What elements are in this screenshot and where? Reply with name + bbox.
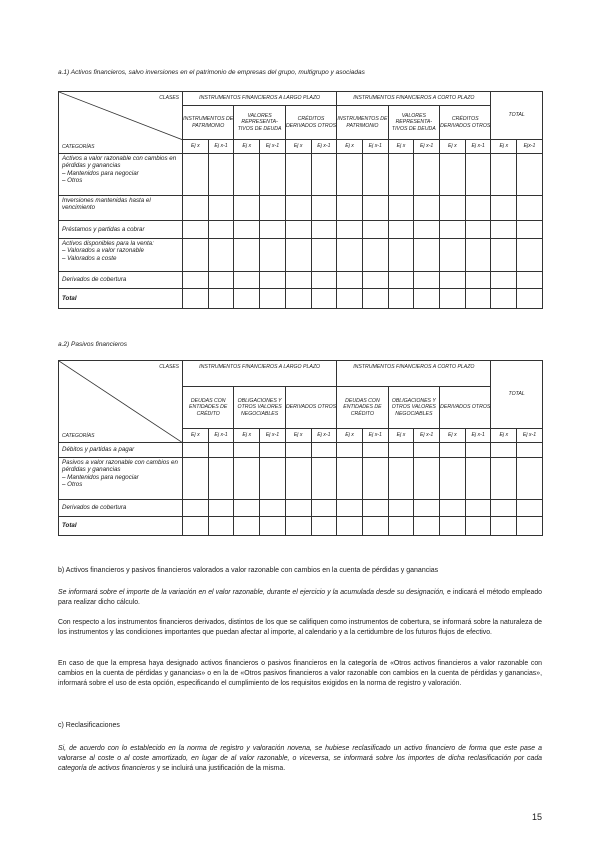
data-cell bbox=[491, 289, 517, 309]
class-header: OBLIGACIONES Y OTROS VALORES NEGOCIABLES bbox=[234, 387, 285, 429]
data-cell bbox=[491, 500, 517, 517]
data-cell bbox=[440, 443, 466, 458]
year-header: Ej x-1 bbox=[260, 140, 286, 154]
year-header: Ej x bbox=[440, 140, 466, 154]
year-header: Ej x bbox=[337, 429, 363, 443]
data-cell bbox=[183, 272, 209, 289]
data-cell bbox=[440, 517, 466, 536]
class-header: INSTRUMENTOS DE PATRIMONIO bbox=[183, 106, 234, 140]
table-row bbox=[59, 221, 543, 239]
group-total: TOTAL bbox=[491, 361, 542, 429]
data-cell bbox=[440, 272, 466, 289]
section-c-paragraph-1 bbox=[58, 744, 542, 774]
data-cell bbox=[234, 443, 260, 458]
section-b-paragraph-1 bbox=[58, 588, 542, 608]
data-cell bbox=[414, 443, 440, 458]
data-cell bbox=[465, 221, 491, 239]
data-cell bbox=[414, 272, 440, 289]
data-cell bbox=[388, 272, 414, 289]
year-header: Ej x-1 bbox=[465, 140, 491, 154]
data-cell bbox=[362, 154, 388, 196]
year-header: Ej x bbox=[440, 429, 466, 443]
data-cell bbox=[414, 154, 440, 196]
data-cell bbox=[337, 196, 363, 221]
class-header: VALORES REPRESENTA-TIVOS DE DEUDA bbox=[234, 106, 285, 140]
row-label: Activos a valor razonable con cambios en pérdidas y ganancias – Mantenidos para negociar – Otros bbox=[59, 154, 183, 196]
year-header: Ej x-1 bbox=[414, 429, 440, 443]
year-header: Ej x-1 bbox=[208, 140, 234, 154]
data-cell bbox=[414, 239, 440, 272]
data-cell bbox=[362, 272, 388, 289]
data-cell bbox=[491, 196, 517, 221]
data-cell bbox=[337, 517, 363, 536]
data-cell bbox=[362, 289, 388, 309]
data-cell bbox=[517, 221, 543, 239]
data-cell bbox=[208, 221, 234, 239]
data-cell bbox=[183, 221, 209, 239]
data-cell bbox=[388, 221, 414, 239]
class-header: DERIVADOS OTROS bbox=[285, 387, 336, 429]
data-cell bbox=[465, 500, 491, 517]
data-cell bbox=[285, 458, 311, 500]
data-cell bbox=[285, 221, 311, 239]
data-cell bbox=[337, 221, 363, 239]
data-cell bbox=[285, 289, 311, 309]
year-header: Ej x bbox=[285, 429, 311, 443]
data-cell bbox=[311, 289, 337, 309]
row-label: Activos disponibles para la venta: – Valorados a valor razonable – Valorados a coste bbox=[59, 239, 183, 272]
row-label-total: Total bbox=[59, 289, 183, 309]
data-cell bbox=[517, 458, 543, 500]
data-cell bbox=[234, 239, 260, 272]
year-header: Ej x-1 bbox=[362, 140, 388, 154]
data-cell bbox=[337, 239, 363, 272]
data-cell bbox=[337, 272, 363, 289]
data-cell bbox=[260, 458, 286, 500]
row-label: Derivados de cobertura bbox=[59, 500, 183, 517]
year-header: Ejx-1 bbox=[517, 140, 543, 154]
data-cell bbox=[311, 239, 337, 272]
data-cell bbox=[208, 443, 234, 458]
data-cell bbox=[183, 196, 209, 221]
data-cell bbox=[440, 154, 466, 196]
data-cell bbox=[517, 239, 543, 272]
data-cell bbox=[440, 196, 466, 221]
table-row bbox=[59, 289, 543, 309]
data-cell bbox=[362, 196, 388, 221]
year-header: Ej x-1 bbox=[414, 140, 440, 154]
data-cell bbox=[234, 500, 260, 517]
data-cell bbox=[183, 289, 209, 309]
data-cell bbox=[414, 500, 440, 517]
year-header: Ej x bbox=[183, 140, 209, 154]
data-cell bbox=[465, 154, 491, 196]
section-c-p1-rest: y se incluirá una justificación de la misma. bbox=[154, 765, 286, 772]
year-header: Ej x bbox=[234, 429, 260, 443]
group-short-term: INSTRUMENTOS FINANCIEROS A CORTO PLAZO bbox=[337, 92, 491, 106]
data-cell bbox=[517, 289, 543, 309]
group-long-term: INSTRUMENTOS FINANCIEROS A LARGO PLAZO bbox=[183, 92, 337, 106]
year-header: Ej x bbox=[337, 140, 363, 154]
year-header: Ej x bbox=[388, 140, 414, 154]
data-cell bbox=[285, 239, 311, 272]
data-cell bbox=[234, 196, 260, 221]
page-number: 15 bbox=[531, 812, 542, 822]
class-header: DEUDAS CON ENTIDADES DE CRÉDITO bbox=[183, 387, 234, 429]
class-header: CRÉDITOS DERIVADOS OTROS bbox=[440, 106, 491, 140]
data-cell bbox=[388, 443, 414, 458]
data-cell bbox=[362, 443, 388, 458]
section-c-heading: c) Reclasificaciones bbox=[58, 722, 120, 729]
data-cell bbox=[414, 221, 440, 239]
year-header: Ej x-1 bbox=[362, 429, 388, 443]
data-cell bbox=[414, 289, 440, 309]
data-cell bbox=[465, 289, 491, 309]
data-cell bbox=[517, 500, 543, 517]
data-cell bbox=[337, 443, 363, 458]
table-activos-financieros bbox=[58, 91, 543, 309]
table-row bbox=[59, 458, 543, 500]
table-row bbox=[59, 517, 543, 536]
data-cell bbox=[414, 517, 440, 536]
data-cell bbox=[465, 196, 491, 221]
row-label: Préstamos y partidas a cobrar bbox=[59, 221, 183, 239]
data-cell bbox=[440, 289, 466, 309]
section-b-paragraph-2: Con respecto a los instrumentos financieros derivados, distintos de los que se califiquen como instrumentos de cobertura, se informará sobre la naturaleza de los instrumentos y las condiciones importantes que puedan afectar al importe, al calendario y a la certidumbre de los futuros flujos de efectivo. bbox=[58, 619, 542, 636]
data-cell bbox=[260, 517, 286, 536]
data-cell bbox=[491, 458, 517, 500]
corner-diagonal bbox=[59, 361, 183, 443]
data-cell bbox=[362, 500, 388, 517]
data-cell bbox=[183, 517, 209, 536]
data-cell bbox=[440, 221, 466, 239]
data-cell bbox=[208, 500, 234, 517]
row-label: Derivados de cobertura bbox=[59, 272, 183, 289]
data-cell bbox=[337, 154, 363, 196]
data-cell bbox=[517, 517, 543, 536]
data-cell bbox=[465, 517, 491, 536]
year-header: Ej x-1 bbox=[465, 429, 491, 443]
data-cell bbox=[362, 239, 388, 272]
data-cell bbox=[337, 289, 363, 309]
data-cell bbox=[491, 221, 517, 239]
year-header: Ej x-1 bbox=[311, 140, 337, 154]
data-cell bbox=[311, 221, 337, 239]
year-header: Ej x-1 bbox=[311, 429, 337, 443]
year-header: Ej x-1 bbox=[260, 429, 286, 443]
row-label: Inversiones mantenidas hasta el vencimiento bbox=[59, 196, 183, 221]
section-b-paragraph-3: En caso de que la empresa haya designado activos financieros o pasivos financieros en la categoría de «Otros activos financieros a valor razonable con cambios en la cuenta de pérdidas y ganancias» o en la de «Otros pasivos financieros a valor razonable con cambios en la cuenta de pérdidas y ganancias», informará sobre el uso de esta opción, especificando el cumplimiento de los requisitos exigidos en la norma de registro y valoración. bbox=[58, 660, 542, 687]
data-cell bbox=[362, 221, 388, 239]
class-header: DERIVADOS OTROS bbox=[440, 387, 491, 429]
corner-label-categorias: CATEGORÍAS bbox=[62, 432, 95, 439]
data-cell bbox=[388, 517, 414, 536]
data-cell bbox=[337, 500, 363, 517]
data-cell bbox=[183, 458, 209, 500]
data-cell bbox=[208, 196, 234, 221]
data-cell bbox=[285, 517, 311, 536]
group-short-term: INSTRUMENTOS FINANCIEROS A CORTO PLAZO bbox=[337, 361, 491, 387]
data-cell bbox=[208, 289, 234, 309]
data-cell bbox=[260, 196, 286, 221]
data-cell bbox=[234, 517, 260, 536]
data-cell bbox=[285, 154, 311, 196]
data-cell bbox=[260, 289, 286, 309]
data-cell bbox=[388, 500, 414, 517]
data-cell bbox=[260, 272, 286, 289]
year-header: Ej x bbox=[234, 140, 260, 154]
section-b-p1-rest: e indicará el método empleado para realizar dicho cálculo. bbox=[58, 589, 542, 606]
data-cell bbox=[388, 196, 414, 221]
row-label: Pasivos a valor razonable con cambios en pérdidas y ganancias – Mantenidos para negociar – Otros bbox=[59, 458, 183, 500]
class-header: DEUDAS CON ENTIDADES DE CRÉDITO bbox=[337, 387, 388, 429]
row-label-total: Total bbox=[59, 517, 183, 536]
section-a1-title: a.1) Activos financieros, salvo inversiones en el patrimonio de empresas del grupo, multigrupo y asociadas bbox=[58, 69, 365, 76]
data-cell bbox=[517, 154, 543, 196]
data-cell bbox=[208, 272, 234, 289]
data-cell bbox=[491, 154, 517, 196]
data-cell bbox=[260, 239, 286, 272]
section-b-heading: b) Activos financieros y pasivos financieros valorados a valor razonable con cambios en la cuenta de pérdidas y ganancias bbox=[58, 567, 439, 574]
table-row bbox=[59, 443, 543, 458]
section-a2-title: a.2) Pasivos financieros bbox=[58, 341, 128, 348]
data-cell bbox=[465, 239, 491, 272]
data-cell bbox=[517, 196, 543, 221]
data-cell bbox=[260, 154, 286, 196]
data-cell bbox=[311, 517, 337, 536]
group-total: TOTAL bbox=[491, 92, 542, 140]
data-cell bbox=[311, 196, 337, 221]
data-cell bbox=[234, 154, 260, 196]
year-header: Ej x-1 bbox=[517, 429, 543, 443]
table-row bbox=[59, 239, 543, 272]
data-cell bbox=[465, 272, 491, 289]
data-cell bbox=[260, 221, 286, 239]
class-header: OBLIGACIONES Y OTROS VALORES NEGOCIABLES bbox=[388, 387, 439, 429]
data-cell bbox=[234, 272, 260, 289]
data-cell bbox=[362, 517, 388, 536]
data-cell bbox=[208, 458, 234, 500]
data-cell bbox=[388, 289, 414, 309]
data-cell bbox=[388, 458, 414, 500]
corner-label-categorias: CATEGORÍAS bbox=[62, 143, 95, 150]
data-cell bbox=[285, 196, 311, 221]
data-cell bbox=[183, 239, 209, 272]
data-cell bbox=[388, 239, 414, 272]
table-corner bbox=[59, 361, 183, 443]
data-cell bbox=[440, 458, 466, 500]
data-cell bbox=[491, 272, 517, 289]
year-header: Ej x-1 bbox=[208, 429, 234, 443]
year-header: Ej x bbox=[285, 140, 311, 154]
corner-label-clases: CLASES bbox=[159, 95, 179, 101]
data-cell bbox=[517, 443, 543, 458]
table-row bbox=[59, 272, 543, 289]
table-pasivos-financieros bbox=[58, 360, 543, 536]
data-cell bbox=[234, 458, 260, 500]
data-cell bbox=[414, 458, 440, 500]
data-cell bbox=[311, 458, 337, 500]
data-cell bbox=[517, 272, 543, 289]
data-cell bbox=[311, 443, 337, 458]
table-row bbox=[59, 500, 543, 517]
data-cell bbox=[285, 443, 311, 458]
data-cell bbox=[491, 517, 517, 536]
data-cell bbox=[234, 221, 260, 239]
data-cell bbox=[465, 443, 491, 458]
data-cell bbox=[208, 154, 234, 196]
table-row bbox=[59, 154, 543, 196]
data-cell bbox=[208, 239, 234, 272]
data-cell bbox=[465, 458, 491, 500]
section-b-p1-italic: Se informará sobre el importe de la variación en el valor razonable, durante el ejercicio y la acumulada desde su designación, bbox=[58, 589, 445, 596]
table-row bbox=[59, 196, 543, 221]
data-cell bbox=[440, 239, 466, 272]
data-cell bbox=[285, 500, 311, 517]
data-cell bbox=[234, 289, 260, 309]
data-cell bbox=[440, 500, 466, 517]
data-cell bbox=[414, 196, 440, 221]
group-long-term: INSTRUMENTOS FINANCIEROS A LARGO PLAZO bbox=[183, 361, 337, 387]
class-header: VALORES REPRESENTA-TIVOS DE DEUDA bbox=[388, 106, 439, 140]
year-header: Ej x bbox=[491, 140, 517, 154]
data-cell bbox=[311, 500, 337, 517]
year-header: Ej x bbox=[491, 429, 517, 443]
data-cell bbox=[362, 458, 388, 500]
row-label: Débitos y partidas a pagar bbox=[59, 443, 183, 458]
data-cell bbox=[311, 272, 337, 289]
data-cell bbox=[183, 500, 209, 517]
class-header: INSTRUMENTOS DE PATRIMONIO bbox=[337, 106, 388, 140]
data-cell bbox=[285, 272, 311, 289]
class-header: CRÉDITOS DERIVADOS OTROS bbox=[285, 106, 336, 140]
table-corner bbox=[59, 92, 183, 154]
corner-label-clases: CLASES bbox=[159, 364, 179, 370]
data-cell bbox=[183, 443, 209, 458]
data-cell bbox=[208, 517, 234, 536]
data-cell bbox=[337, 458, 363, 500]
data-cell bbox=[388, 154, 414, 196]
year-header: Ej x bbox=[388, 429, 414, 443]
data-cell bbox=[260, 500, 286, 517]
data-cell bbox=[491, 443, 517, 458]
data-cell bbox=[183, 154, 209, 196]
section-c-p1-italic: Si, de acuerdo con lo establecido en la norma de registro y valoración novena, se hubiese reclasificado un activo financiero de forma que este pase a valorarse al coste o al coste amortizado, en lugar de al valor razonable, o viceversa, se informará sobre los importes de dicha reclasificación por cada categoría de activos financieros bbox=[58, 745, 542, 772]
year-header: Ej x bbox=[183, 429, 209, 443]
data-cell bbox=[491, 239, 517, 272]
data-cell bbox=[260, 443, 286, 458]
data-cell bbox=[311, 154, 337, 196]
